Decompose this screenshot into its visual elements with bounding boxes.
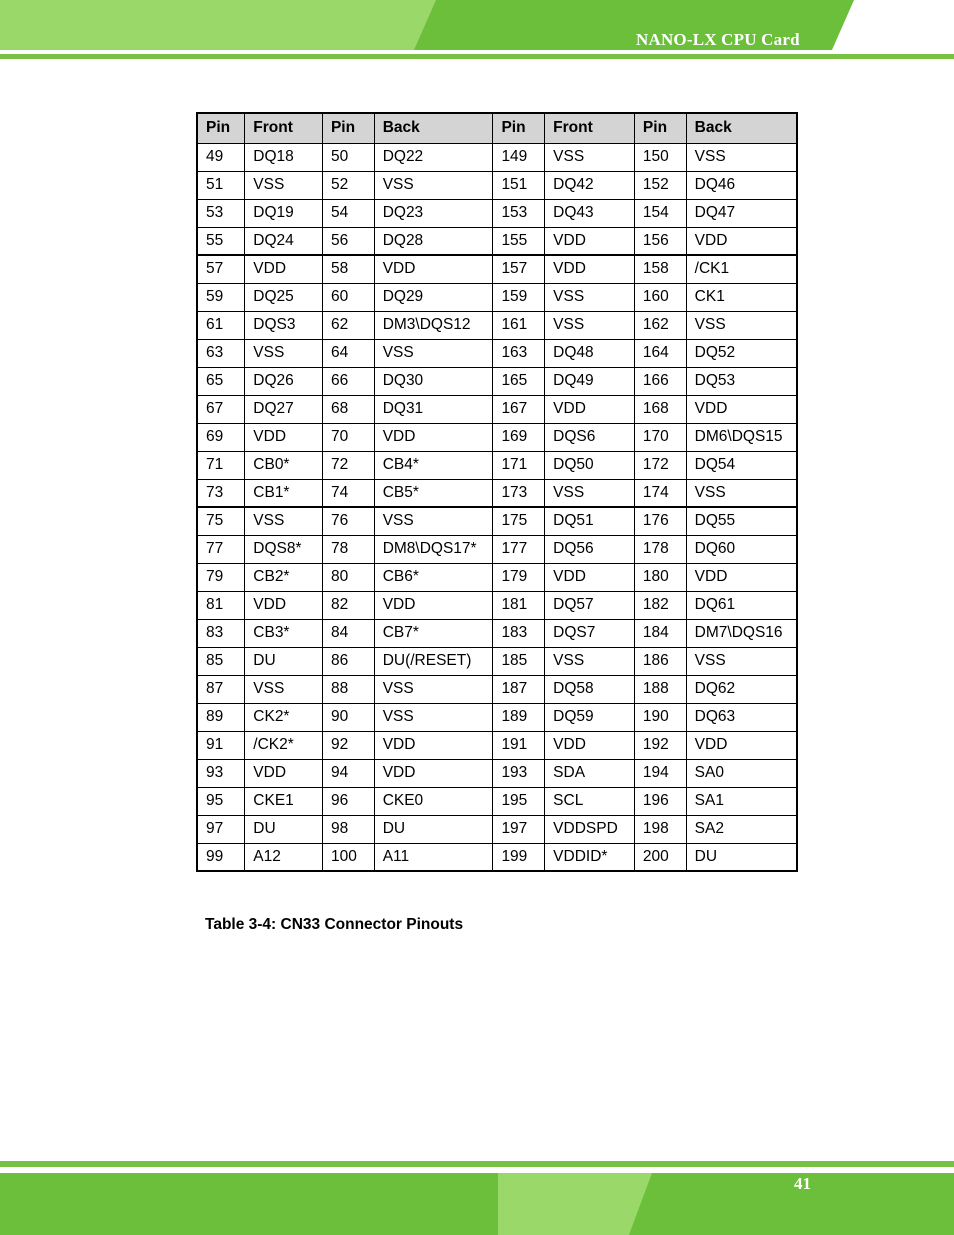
signal-name-cell: VSS xyxy=(245,675,323,703)
pin-number-cell: 90 xyxy=(322,703,374,731)
pin-number-cell: 153 xyxy=(493,199,545,227)
signal-name-cell: DQ62 xyxy=(686,675,797,703)
signal-name-cell: DQ28 xyxy=(374,227,493,255)
pin-number-cell: 52 xyxy=(322,171,374,199)
page-header xyxy=(0,0,954,60)
signal-name-cell: CB7* xyxy=(374,619,493,647)
signal-name-cell: VDD xyxy=(686,395,797,423)
pin-number-cell: 182 xyxy=(634,591,686,619)
pin-number-cell: 183 xyxy=(493,619,545,647)
table-row xyxy=(197,591,797,619)
signal-name-cell: SDA xyxy=(545,759,635,787)
pin-number-cell: 80 xyxy=(322,563,374,591)
pin-number-cell: 79 xyxy=(197,563,245,591)
pin-number-cell: 194 xyxy=(634,759,686,787)
table-row xyxy=(197,507,797,535)
signal-name-cell: VSS xyxy=(245,339,323,367)
pin-number-cell: 100 xyxy=(322,843,374,871)
signal-name-cell: DQS6 xyxy=(545,423,635,451)
table-row xyxy=(197,395,797,423)
col-header-pin: Pin xyxy=(493,113,545,143)
signal-name-cell: DQ46 xyxy=(686,171,797,199)
pin-number-cell: 86 xyxy=(322,647,374,675)
pin-number-cell: 195 xyxy=(493,787,545,815)
col-header-front: Front xyxy=(545,113,635,143)
signal-name-cell: DM6\DQS15 xyxy=(686,423,797,451)
pin-number-cell: 176 xyxy=(634,507,686,535)
signal-name-cell: DQ57 xyxy=(545,591,635,619)
signal-name-cell: DQ49 xyxy=(545,367,635,395)
signal-name-cell: VDD xyxy=(245,759,323,787)
pin-number-cell: 167 xyxy=(493,395,545,423)
signal-name-cell: DQ25 xyxy=(245,283,323,311)
pin-number-cell: 163 xyxy=(493,339,545,367)
signal-name-cell: DQ31 xyxy=(374,395,493,423)
signal-name-cell: DQS7 xyxy=(545,619,635,647)
signal-name-cell: VDD xyxy=(545,395,635,423)
signal-name-cell: VDDSPD xyxy=(545,815,635,843)
col-header-back: Back xyxy=(686,113,797,143)
pin-number-cell: 57 xyxy=(197,255,245,283)
pin-number-cell: 158 xyxy=(634,255,686,283)
pin-number-cell: 85 xyxy=(197,647,245,675)
signal-name-cell: DQ27 xyxy=(245,395,323,423)
pin-number-cell: 165 xyxy=(493,367,545,395)
pin-number-cell: 56 xyxy=(322,227,374,255)
pin-number-cell: 187 xyxy=(493,675,545,703)
pin-number-cell: 200 xyxy=(634,843,686,871)
signal-name-cell: CB2* xyxy=(245,563,323,591)
pin-number-cell: 190 xyxy=(634,703,686,731)
pin-number-cell: 174 xyxy=(634,479,686,507)
signal-name-cell: DQ53 xyxy=(686,367,797,395)
signal-name-cell: SA0 xyxy=(686,759,797,787)
signal-name-cell: VDD xyxy=(545,731,635,759)
table-row xyxy=(197,787,797,815)
pin-number-cell: 186 xyxy=(634,647,686,675)
pin-number-cell: 71 xyxy=(197,451,245,479)
pin-number-cell: 92 xyxy=(322,731,374,759)
pin-number-cell: 164 xyxy=(634,339,686,367)
table-row xyxy=(197,759,797,787)
pin-number-cell: 150 xyxy=(634,143,686,171)
signal-name-cell: DQ26 xyxy=(245,367,323,395)
pin-number-cell: 74 xyxy=(322,479,374,507)
pin-number-cell: 97 xyxy=(197,815,245,843)
table-row xyxy=(197,311,797,339)
pin-number-cell: 172 xyxy=(634,451,686,479)
signal-name-cell: DU xyxy=(374,815,493,843)
signal-name-cell: DQ52 xyxy=(686,339,797,367)
pin-number-cell: 95 xyxy=(197,787,245,815)
pin-number-cell: 77 xyxy=(197,535,245,563)
pin-number-cell: 151 xyxy=(493,171,545,199)
table-row xyxy=(197,619,797,647)
signal-name-cell: CB5* xyxy=(374,479,493,507)
pin-number-cell: 193 xyxy=(493,759,545,787)
col-header-pin: Pin xyxy=(322,113,374,143)
signal-name-cell: DQ55 xyxy=(686,507,797,535)
pin-number-cell: 73 xyxy=(197,479,245,507)
signal-name-cell: VDD xyxy=(686,227,797,255)
signal-name-cell: VDD xyxy=(545,227,635,255)
signal-name-cell: DQ23 xyxy=(374,199,493,227)
pin-number-cell: 58 xyxy=(322,255,374,283)
table-row xyxy=(197,227,797,255)
pin-number-cell: 170 xyxy=(634,423,686,451)
pin-number-cell: 83 xyxy=(197,619,245,647)
signal-name-cell: VSS xyxy=(686,647,797,675)
pin-number-cell: 67 xyxy=(197,395,245,423)
signal-name-cell: VDD xyxy=(545,563,635,591)
signal-name-cell: DQ22 xyxy=(374,143,493,171)
signal-name-cell: VDD xyxy=(245,423,323,451)
signal-name-cell: VDD xyxy=(374,759,493,787)
pinout-table xyxy=(196,112,798,872)
signal-name-cell: VDD xyxy=(545,255,635,283)
pin-number-cell: 175 xyxy=(493,507,545,535)
table-body xyxy=(197,143,797,871)
header-rule xyxy=(0,54,954,59)
pin-number-cell: 78 xyxy=(322,535,374,563)
signal-name-cell: VDD xyxy=(245,591,323,619)
signal-name-cell: SA2 xyxy=(686,815,797,843)
signal-name-cell: DQ50 xyxy=(545,451,635,479)
signal-name-cell: DU xyxy=(245,815,323,843)
signal-name-cell: VDD xyxy=(374,591,493,619)
table-row xyxy=(197,479,797,507)
table-row xyxy=(197,339,797,367)
signal-name-cell: DQ54 xyxy=(686,451,797,479)
signal-name-cell: CB3* xyxy=(245,619,323,647)
table-row xyxy=(197,703,797,731)
table-caption: Table 3-4: CN33 Connector Pinouts xyxy=(205,916,464,933)
signal-name-cell: CK2* xyxy=(245,703,323,731)
pin-number-cell: 84 xyxy=(322,619,374,647)
signal-name-cell: DQS8* xyxy=(245,535,323,563)
signal-name-cell: VSS xyxy=(374,507,493,535)
signal-name-cell: VSS xyxy=(374,339,493,367)
pin-number-cell: 99 xyxy=(197,843,245,871)
signal-name-cell: VDD xyxy=(686,731,797,759)
page-number: 41 xyxy=(794,1174,811,1193)
pin-number-cell: 155 xyxy=(493,227,545,255)
table-header-row xyxy=(197,113,797,143)
signal-name-cell: DQ48 xyxy=(545,339,635,367)
signal-name-cell: VSS xyxy=(686,479,797,507)
pin-number-cell: 49 xyxy=(197,143,245,171)
signal-name-cell: DQ59 xyxy=(545,703,635,731)
signal-name-cell: DQ51 xyxy=(545,507,635,535)
col-header-pin: Pin xyxy=(634,113,686,143)
col-header-front: Front xyxy=(245,113,323,143)
pin-number-cell: 63 xyxy=(197,339,245,367)
table-row xyxy=(197,199,797,227)
signal-name-cell: VSS xyxy=(245,171,323,199)
pin-number-cell: 93 xyxy=(197,759,245,787)
pin-number-cell: 171 xyxy=(493,451,545,479)
signal-name-cell: VSS xyxy=(545,647,635,675)
table-row xyxy=(197,451,797,479)
pin-number-cell: 82 xyxy=(322,591,374,619)
pin-number-cell: 76 xyxy=(322,507,374,535)
signal-name-cell: DQ42 xyxy=(545,171,635,199)
table-row xyxy=(197,563,797,591)
pin-number-cell: 61 xyxy=(197,311,245,339)
signal-name-cell: VSS xyxy=(245,507,323,535)
signal-name-cell: A11 xyxy=(374,843,493,871)
signal-name-cell: DQ58 xyxy=(545,675,635,703)
signal-name-cell: CKE1 xyxy=(245,787,323,815)
pin-number-cell: 156 xyxy=(634,227,686,255)
pin-number-cell: 199 xyxy=(493,843,545,871)
table-row xyxy=(197,367,797,395)
header-band-light xyxy=(0,0,440,50)
pin-number-cell: 89 xyxy=(197,703,245,731)
pin-number-cell: 154 xyxy=(634,199,686,227)
pin-number-cell: 51 xyxy=(197,171,245,199)
signal-name-cell: VDD xyxy=(374,423,493,451)
col-header-back: Back xyxy=(374,113,493,143)
pin-number-cell: 54 xyxy=(322,199,374,227)
pin-number-cell: 62 xyxy=(322,311,374,339)
table-row xyxy=(197,675,797,703)
signal-name-cell: CKE0 xyxy=(374,787,493,815)
signal-name-cell: CB4* xyxy=(374,451,493,479)
pin-number-cell: 173 xyxy=(493,479,545,507)
signal-name-cell: DQ43 xyxy=(545,199,635,227)
pin-number-cell: 98 xyxy=(322,815,374,843)
pin-number-cell: 152 xyxy=(634,171,686,199)
signal-name-cell: DQS3 xyxy=(245,311,323,339)
pin-number-cell: 189 xyxy=(493,703,545,731)
pin-number-cell: 196 xyxy=(634,787,686,815)
pin-number-cell: 177 xyxy=(493,535,545,563)
signal-name-cell: VSS xyxy=(374,171,493,199)
signal-name-cell: CB6* xyxy=(374,563,493,591)
pin-number-cell: 75 xyxy=(197,507,245,535)
pin-number-cell: 69 xyxy=(197,423,245,451)
signal-name-cell: DQ18 xyxy=(245,143,323,171)
signal-name-cell: VDD xyxy=(245,255,323,283)
signal-name-cell: DQ47 xyxy=(686,199,797,227)
pin-number-cell: 72 xyxy=(322,451,374,479)
signal-name-cell: DQ29 xyxy=(374,283,493,311)
pin-number-cell: 198 xyxy=(634,815,686,843)
signal-name-cell: VSS xyxy=(545,311,635,339)
table-row xyxy=(197,535,797,563)
pin-number-cell: 184 xyxy=(634,619,686,647)
signal-name-cell: VSS xyxy=(545,479,635,507)
footer-rule xyxy=(0,1161,954,1167)
pin-number-cell: 180 xyxy=(634,563,686,591)
pin-number-cell: 59 xyxy=(197,283,245,311)
signal-name-cell: CB1* xyxy=(245,479,323,507)
pin-number-cell: 162 xyxy=(634,311,686,339)
signal-name-cell: SA1 xyxy=(686,787,797,815)
pin-number-cell: 81 xyxy=(197,591,245,619)
pin-number-cell: 88 xyxy=(322,675,374,703)
pin-number-cell: 168 xyxy=(634,395,686,423)
signal-name-cell: DQ24 xyxy=(245,227,323,255)
signal-name-cell: VSS xyxy=(374,703,493,731)
pin-number-cell: 87 xyxy=(197,675,245,703)
signal-name-cell: VSS xyxy=(545,143,635,171)
signal-name-cell: DU xyxy=(245,647,323,675)
pin-number-cell: 161 xyxy=(493,311,545,339)
pin-number-cell: 197 xyxy=(493,815,545,843)
pin-number-cell: 53 xyxy=(197,199,245,227)
signal-name-cell: CB0* xyxy=(245,451,323,479)
table-row xyxy=(197,815,797,843)
pin-number-cell: 160 xyxy=(634,283,686,311)
pin-number-cell: 185 xyxy=(493,647,545,675)
signal-name-cell: DQ19 xyxy=(245,199,323,227)
footer-band-light xyxy=(498,1173,652,1235)
signal-name-cell: DM8\DQS17* xyxy=(374,535,493,563)
signal-name-cell: VSS xyxy=(545,283,635,311)
pin-number-cell: 68 xyxy=(322,395,374,423)
pin-number-cell: 166 xyxy=(634,367,686,395)
pin-number-cell: 159 xyxy=(493,283,545,311)
pin-number-cell: 157 xyxy=(493,255,545,283)
signal-name-cell: VSS xyxy=(686,311,797,339)
signal-name-cell: DM3\DQS12 xyxy=(374,311,493,339)
signal-name-cell: DQ56 xyxy=(545,535,635,563)
pin-number-cell: 66 xyxy=(322,367,374,395)
table-row xyxy=(197,255,797,283)
signal-name-cell: DU xyxy=(686,843,797,871)
pin-number-cell: 181 xyxy=(493,591,545,619)
signal-name-cell: VDD xyxy=(374,731,493,759)
signal-name-cell: VDD xyxy=(374,255,493,283)
table-row xyxy=(197,843,797,871)
signal-name-cell: VDDID* xyxy=(545,843,635,871)
pin-number-cell: 96 xyxy=(322,787,374,815)
pin-number-cell: 149 xyxy=(493,143,545,171)
signal-name-cell: VSS xyxy=(374,675,493,703)
table-row xyxy=(197,647,797,675)
pin-number-cell: 191 xyxy=(493,731,545,759)
signal-name-cell: CK1 xyxy=(686,283,797,311)
pin-number-cell: 91 xyxy=(197,731,245,759)
signal-name-cell: DU(/RESET) xyxy=(374,647,493,675)
signal-name-cell: /CK2* xyxy=(245,731,323,759)
pin-number-cell: 60 xyxy=(322,283,374,311)
table-row xyxy=(197,143,797,171)
pin-number-cell: 94 xyxy=(322,759,374,787)
signal-name-cell: /CK1 xyxy=(686,255,797,283)
signal-name-cell: DQ63 xyxy=(686,703,797,731)
table-row xyxy=(197,283,797,311)
signal-name-cell: DM7\DQS16 xyxy=(686,619,797,647)
signal-name-cell: VDD xyxy=(686,563,797,591)
pin-number-cell: 65 xyxy=(197,367,245,395)
pin-number-cell: 188 xyxy=(634,675,686,703)
table-row xyxy=(197,423,797,451)
col-header-pin: Pin xyxy=(197,113,245,143)
signal-name-cell: VSS xyxy=(686,143,797,171)
pin-number-cell: 178 xyxy=(634,535,686,563)
pin-number-cell: 55 xyxy=(197,227,245,255)
signal-name-cell: SCL xyxy=(545,787,635,815)
document-title: NANO-LX CPU Card xyxy=(636,30,800,49)
signal-name-cell: DQ61 xyxy=(686,591,797,619)
signal-name-cell: A12 xyxy=(245,843,323,871)
signal-name-cell: DQ30 xyxy=(374,367,493,395)
table-row xyxy=(197,171,797,199)
pin-number-cell: 192 xyxy=(634,731,686,759)
table-row xyxy=(197,731,797,759)
pin-number-cell: 179 xyxy=(493,563,545,591)
pin-number-cell: 50 xyxy=(322,143,374,171)
pin-number-cell: 70 xyxy=(322,423,374,451)
signal-name-cell: DQ60 xyxy=(686,535,797,563)
pin-number-cell: 169 xyxy=(493,423,545,451)
pin-number-cell: 64 xyxy=(322,339,374,367)
